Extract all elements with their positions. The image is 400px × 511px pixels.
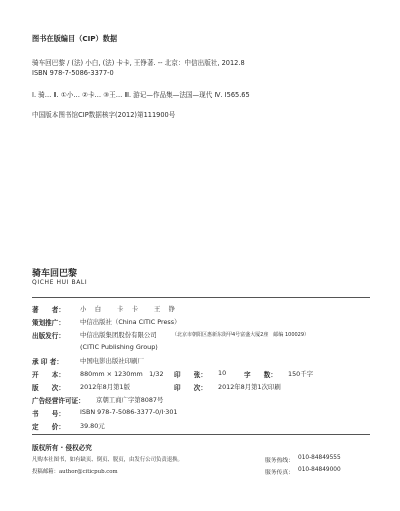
divider-bottom: [32, 434, 370, 435]
return-notice: 凡购本社图书，如有缺页、倒页、脱页，由发行公司负责退换。: [32, 457, 183, 463]
words-label: 字 数：: [244, 371, 277, 379]
ad-license-value: 京朝工商广字第8087号: [96, 396, 164, 404]
printer-label: 承 印 者：: [32, 358, 63, 366]
sheets-value: 10: [218, 369, 227, 377]
author-value: 小 白 卡 卡 王 铮: [80, 305, 177, 313]
divider-top: [32, 297, 370, 298]
author-label: 著 者：: [32, 306, 65, 314]
edition-label: 版 次：: [32, 384, 65, 392]
publisher-group: (CITIC Publishing Group): [80, 343, 158, 351]
printing-label: 印 次：: [174, 384, 207, 392]
hotline-label: 服务热线：: [265, 458, 294, 464]
fax-value: 010-84849000: [298, 467, 341, 473]
hotline-value: 010-84849555: [298, 455, 341, 461]
sheets-label: 印 张：: [174, 371, 207, 379]
publisher-address: （北京市朝阳区惠新东街甲4号富盛大厦2座 邮编 100029）: [172, 332, 310, 338]
words-value: 150千字: [288, 370, 313, 378]
cip-line-classification: Ⅰ. 骑… Ⅱ. ①小… ②卡… ③王… Ⅲ. 游记—作品集—法国—现代 Ⅳ. I565.65: [32, 91, 250, 99]
cip-line-title: 骑车回巴黎 / (法) 小白, (法) 卡卡, 王铮著. -- 北京：中信出版社, 2012.8: [32, 59, 245, 67]
edition-value: 2012年8月第1版: [80, 383, 130, 391]
format-label: 开 本：: [32, 371, 65, 379]
book-subtitle: QICHE HUI BALI: [32, 279, 88, 286]
cip-line-number: 中国版本图书馆CIP数据核字(2012)第111900号: [32, 111, 176, 119]
rights-notice: 版权所有 · 侵权必究: [32, 444, 92, 452]
printing-value: 2012年8月第1次印刷: [218, 383, 281, 391]
isbn-label: 书 号：: [32, 410, 65, 418]
submission-email: 投稿邮箱：author@citicpub.com: [32, 469, 118, 475]
cip-line-isbn: ISBN 978-7-5086-3377-0: [32, 69, 114, 77]
publisher-value: 中信出版集团股份有限公司: [80, 331, 157, 339]
publisher-label: 出版发行：: [32, 332, 65, 340]
planner-value: 中信出版社（China CITIC Press）: [80, 318, 181, 326]
ad-license-label: 广告经营许可证：: [32, 397, 85, 405]
price-label: 定 价：: [32, 423, 65, 431]
book-title: 骑车回巴黎: [32, 269, 78, 279]
printer-value: 中国电影出版社印刷厂: [80, 357, 144, 365]
format-value: 880mm × 1230mm 1/32: [80, 370, 164, 378]
isbn-value: ISBN 978-7-5086-3377-0/I·301: [80, 408, 178, 416]
planner-label: 策划推广：: [32, 319, 65, 327]
price-value: 39.80元: [80, 422, 105, 430]
fax-label: 服务传真：: [265, 470, 294, 476]
cip-heading: 图书在版编目（CIP）数据: [32, 34, 118, 43]
